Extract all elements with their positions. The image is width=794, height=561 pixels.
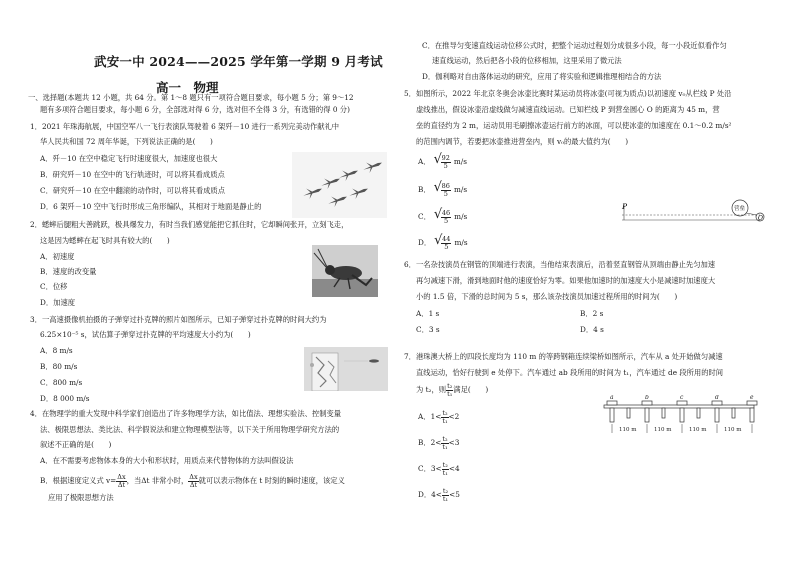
q2-option-b: B．速度的改变量	[40, 267, 97, 276]
sqrt-icon: √	[433, 180, 442, 195]
q5-option-d-num: 44	[442, 235, 451, 243]
section-intro-line2: 题有多项符合题目要求，每小题 6 分，全部选对得 6 分，选对但不全得 3 分，有选错的得 0 分)	[40, 105, 350, 114]
q7-option-a-pre: A．1<	[418, 412, 442, 422]
q7-stem-line3-b: 满足( )	[453, 385, 489, 395]
q4-option-b-line2: 应用了极限思想方法	[48, 493, 114, 502]
q4-option-b-part2: ，当Δt 非常小时，	[126, 476, 189, 486]
q7-option-d-pre: D．4<	[418, 490, 442, 500]
q4-option-d: D．伽利略对自由落体运动的研究，应用了将实验和逻辑推理相结合的方法	[422, 72, 662, 81]
q7-option-b-post: <3	[448, 438, 460, 448]
q7-bridge-label-b: b	[645, 395, 649, 401]
q3-stem-line2: 6.25×10⁻⁵ s，试估算子弹穿过扑克牌的平均速度大小约为( )	[40, 330, 251, 339]
q5-option-b-num: 86	[441, 182, 450, 190]
sqrt-icon: √	[433, 207, 443, 222]
q5-fig-label-p: P	[622, 202, 628, 211]
q5-option-a-sqrt	[433, 152, 451, 170]
q5-fig-label-zone: 营垒	[734, 206, 746, 212]
q5-fig-label-o: O	[758, 215, 763, 222]
q7-stem-line3-a: 为 t₂，则	[416, 385, 447, 395]
q7-option-d-post: <5	[449, 490, 460, 500]
q7-stem-fraction	[446, 383, 453, 397]
q5-stem-line2: 虚线推出，假设冰壶沿虚线做匀减速直线运动。已知栏线 P 到营垒圆心 O 的距离为 45 m，营	[416, 105, 720, 114]
q5-option-d-den: 5	[444, 242, 449, 251]
q7-option-a-den: t₁	[442, 416, 448, 425]
q7-option-c-pre: C．3<	[418, 464, 442, 474]
q5-option-a	[418, 152, 467, 170]
q3-bullet-photo	[304, 347, 388, 391]
q5-option-c-den: 5	[443, 216, 449, 225]
q7-span-label-2: 110 m	[654, 427, 672, 433]
q3-option-a: A．8 m/s	[40, 346, 73, 355]
q7-stem-line3	[416, 383, 488, 397]
q1-stem-line2: 华人民共和国 72 周年华诞，下列说法正确的是( )	[40, 137, 213, 146]
exam-title: 武安一中 2024——2025 学年第一学期 9 月考试	[94, 54, 383, 69]
q4-option-b-part3: 就可以表示物体在 t 时刻的瞬时速度，该定义	[198, 476, 345, 486]
q5-option-d	[418, 233, 468, 251]
q4-option-b-part1: B．根据速度定义式 v=	[40, 476, 117, 486]
q5-option-a-label: A．	[418, 157, 431, 167]
q5-stem-line4: 的范围内调节，若要把冰壶推进营垒内，则 v₀的最大值约为( )	[416, 137, 629, 146]
q7-option-c-num: t₂	[442, 461, 448, 469]
q6-stem-line2: 再匀减速下滑，滑到地面时他的速度恰好为零。如果他加速时的加速度大小是减速时加速度大	[416, 276, 716, 285]
q7-stem-line1: 7．港珠澳大桥上的四段长度均为 110 m 的等跨钢箱连续梁桥如图所示，汽车从 a 处开始做匀减速	[404, 352, 723, 361]
q3-stem-line1: 3．一高速摄像机拍摄的子弹穿过扑克牌的照片如图所示，已知子弹穿过扑克牌的时间大约为	[30, 315, 327, 324]
q7-option-d-den: t₁	[442, 494, 449, 503]
q2-cricket-photo	[312, 245, 378, 297]
q5-stem-line1: 5．如图所示，2022 年北京冬奥会冰壶比赛时某运动员将冰壶(可视为质点)以初速度 v₀从栏线 P 处沿	[404, 89, 732, 98]
sqrt-icon: √	[433, 152, 442, 167]
q5-option-b	[418, 180, 468, 198]
q5-option-a-den: 5	[443, 161, 448, 170]
q5-curling-diagram	[620, 198, 770, 238]
q5-option-b-unit: m/s	[453, 185, 468, 195]
q7-option-d-num: t₂	[442, 487, 449, 495]
q7-bridge-label-c: c	[680, 395, 684, 401]
q1-stem-line1: 1．2021 年珠海航展，中国空军八一飞行表演队驾驶着 6 架歼－10 进行一系列完美动作献礼中	[30, 122, 340, 131]
q4-option-b-fraction2	[188, 474, 198, 488]
q7-option-b-pre: B．2<	[418, 438, 442, 448]
q1-option-c: C．研究歼－10 在空中翻滚的动作时，可以将其看成质点	[40, 186, 226, 195]
q7-span-label-4: 110 m	[724, 427, 742, 433]
q6-option-c: C．3 s	[416, 325, 440, 334]
q5-option-c-unit: m/s	[454, 212, 468, 222]
q4-option-b-denominator: Δt	[117, 480, 126, 489]
q7-option-c-den: t₁	[442, 468, 448, 477]
q4-stem-line1: 4．在物理学的重大发现中科学家们创造出了许多物理学方法，如比值法、理想实验法、控制变量	[30, 409, 342, 418]
q7-stem-den: t₁	[447, 389, 453, 398]
q4-option-b-numerator: Δx	[117, 473, 126, 481]
q7-option-b	[418, 436, 459, 450]
q7-bridge-label-e: e	[750, 395, 754, 401]
q5-option-a-unit: m/s	[453, 157, 467, 167]
q6-stem-line3: 小的 1.5 倍，下滑的总时间为 5 s，那么该杂技演员加速过程所用的时间为( )	[416, 292, 678, 301]
q6-option-b: B．2 s	[580, 309, 604, 318]
q5-stem-line3: 垒的直径约为 2 m，运动员用毛刷擦冰壶运行前方的冰面，可以使冰壶的加速度在 0.1～0.2 m/s²	[416, 121, 732, 130]
q7-option-a	[418, 410, 459, 424]
q5-option-d-sqrt	[434, 233, 451, 251]
q7-bridge-label-a: a	[610, 395, 614, 401]
q1-jets-photo	[292, 152, 387, 218]
q3-option-b: B．80 m/s	[40, 362, 78, 371]
q6-option-a: A．1 s	[416, 309, 440, 318]
q2-stem-line2: 这是因为蟋蟀在起飞时具有较大的( )	[40, 236, 170, 245]
q7-span-label-1: 110 m	[619, 427, 637, 433]
q7-option-c	[418, 462, 460, 476]
q7-stem-num: t₂	[447, 382, 453, 390]
q2-option-a: A．初速度	[40, 252, 75, 261]
q1-option-b: B．研究歼－10 在空中的飞行轨迹时，可以将其看成质点	[40, 170, 225, 179]
q5-option-c	[418, 207, 468, 225]
q1-option-a: A．歼－10 在空中稳定飞行时速度很大，加速度也很大	[40, 154, 218, 163]
q4-stem-line3: 叙述不正确的是( )	[40, 440, 112, 449]
q5-option-b-label: B．	[418, 185, 431, 195]
q7-option-b-num: t₂	[442, 435, 448, 443]
q4-option-b	[40, 474, 345, 488]
q5-option-d-label: D．	[418, 238, 432, 248]
q5-option-c-num: 46	[441, 209, 451, 217]
q2-option-d: D．加速度	[40, 298, 76, 307]
q7-option-c-post: <4	[448, 464, 460, 474]
sqrt-icon: √	[434, 233, 443, 248]
q4-option-c-line2: 速直线运动，然后把各小段的位移相加，这里采用了微元法	[432, 56, 622, 65]
q7-option-a-num: t₂	[442, 409, 448, 417]
q6-option-d: D．4 s	[580, 325, 604, 334]
q7-bridge-label-d: d	[715, 395, 719, 401]
q7-option-b-den: t₁	[442, 442, 448, 451]
q5-option-b-sqrt	[433, 180, 451, 198]
q5-option-a-num: 92	[441, 154, 450, 162]
q6-stem-line1: 6．一名杂技演员在钢管的顶端进行表演，当他结束表演后，沿着竖直钢管从顶端由静止先匀加速	[404, 260, 716, 269]
section-intro-line1: 一、选择题(本题共 12 小题，共 64 分。第 1～8 题只有一项符合题目要求，每小题 5 分；第 9～12	[28, 93, 354, 102]
q4-option-c-line1: C．在推导匀变速直线运动位移公式时，把整个运动过程划分成很多小段，每一小段近似看作匀	[422, 41, 727, 50]
q4-option-b-fraction	[116, 474, 126, 488]
q4-option-a: A．在不需要考虑物体本身的大小和形状时，用质点来代替物体的方法叫假设法	[40, 456, 294, 465]
q7-option-a-post: <2	[448, 412, 460, 422]
q2-stem-line1: 2．蟋蟀后腿粗大善跳跃，极具爆发力，有时当我们感觉能把它抓住时，它却瞬间张开，立刻飞走，	[30, 220, 349, 229]
q5-option-c-label: C．	[418, 212, 431, 222]
q3-option-d: D．8 000 m/s	[40, 394, 90, 403]
q5-option-c-sqrt	[433, 207, 451, 225]
exam-subtitle: 高一 物理	[156, 80, 219, 95]
q4-option-b-denominator2: Δt	[189, 480, 198, 489]
q7-stem-line2: 直线运动，恰好行驶到 e 处停下。汽车通过 ab 段所用的时间为 t₁，汽车通过 de 段所用的时间	[416, 368, 724, 377]
q1-option-d: D．6 架歼－10 空中飞行时形成三角形编队，其相对于地面是静止的	[40, 202, 262, 211]
q4-option-b-numerator2: Δx	[189, 473, 198, 481]
q2-option-c: C．位移	[40, 282, 68, 291]
q5-option-b-den: 5	[443, 189, 448, 198]
q5-option-d-unit: m/s	[454, 238, 468, 248]
q4-stem-line2: 法、极限思想法、类比法、科学假说法和建立物理模型法等，以下关于所用物理学研究方法的	[40, 425, 340, 434]
q3-option-c: C．800 m/s	[40, 378, 83, 387]
q7-bridge-diagram	[600, 395, 758, 435]
q7-span-label-3: 110 m	[689, 427, 707, 433]
q7-option-d	[418, 488, 460, 502]
